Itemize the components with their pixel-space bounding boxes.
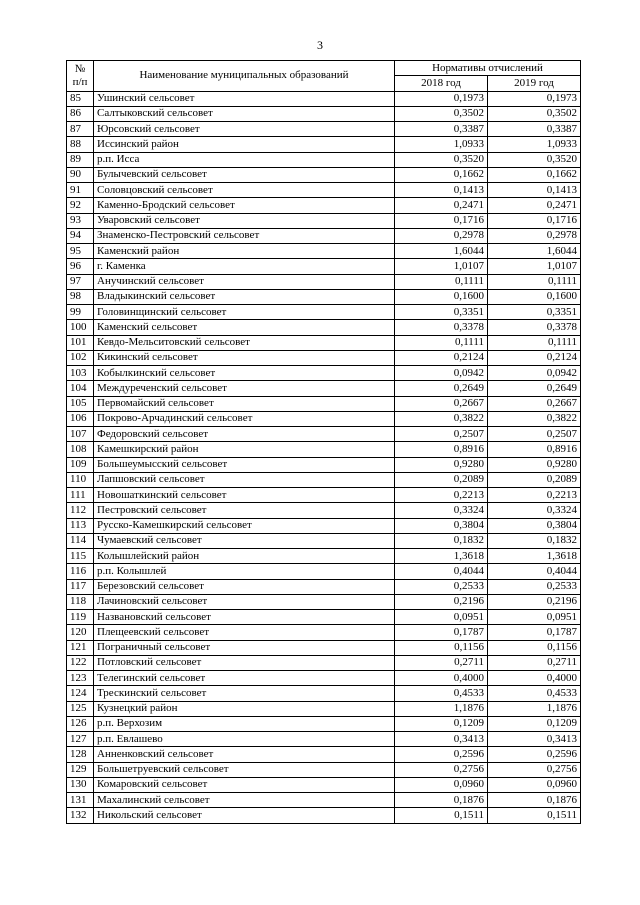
table-body — [67, 91, 581, 823]
value-2019-cell: 0,2471 — [488, 198, 581, 213]
value-2019-cell: 0,3378 — [488, 320, 581, 335]
value-2018-cell: 0,2089 — [395, 472, 488, 487]
row-number-cell: 110 — [67, 472, 94, 487]
value-2019-cell: 0,1209 — [488, 716, 581, 731]
value-2018-cell: 0,2596 — [395, 747, 488, 762]
table-row — [67, 305, 581, 320]
value-2019-cell: 0,1111 — [488, 274, 581, 289]
row-number-cell: 125 — [67, 701, 94, 716]
value-2019-cell: 0,2533 — [488, 579, 581, 594]
municipality-name-cell: Пестровский сельсовет — [94, 503, 395, 518]
value-2019-cell: 1,1876 — [488, 701, 581, 716]
row-number-cell: 88 — [67, 137, 94, 152]
table-row — [67, 274, 581, 289]
table-row — [67, 793, 581, 808]
value-2018-cell: 0,1662 — [395, 167, 488, 182]
value-2018-cell: 1,0933 — [395, 137, 488, 152]
value-2019-cell: 0,1111 — [488, 335, 581, 350]
table-row — [67, 350, 581, 365]
row-number-cell: 128 — [67, 747, 94, 762]
row-number-cell: 118 — [67, 594, 94, 609]
table-row — [67, 808, 581, 823]
table-row — [67, 396, 581, 411]
table-row — [67, 564, 581, 579]
row-number-cell: 89 — [67, 152, 94, 167]
value-2018-cell: 0,2196 — [395, 594, 488, 609]
row-number-cell: 129 — [67, 762, 94, 777]
table-row — [67, 579, 581, 594]
row-number-cell: 99 — [67, 305, 94, 320]
row-number-cell: 111 — [67, 488, 94, 503]
row-number-cell: 106 — [67, 411, 94, 426]
municipality-name-cell: Междуреченский сельсовет — [94, 381, 395, 396]
value-2018-cell: 0,1973 — [395, 91, 488, 106]
header-number-symbol: № — [74, 62, 86, 75]
row-number-cell: 113 — [67, 518, 94, 533]
municipality-name-cell: Лапшовский сельсовет — [94, 472, 395, 487]
table-row — [67, 655, 581, 670]
municipality-name-cell: Владыкинский сельсовет — [94, 289, 395, 304]
municipality-name-cell: Названовский сельсовет — [94, 610, 395, 625]
value-2019-cell: 0,8916 — [488, 442, 581, 457]
value-2018-cell: 1,0107 — [395, 259, 488, 274]
row-number-cell: 122 — [67, 655, 94, 670]
value-2018-cell: 0,2649 — [395, 381, 488, 396]
row-number-cell: 112 — [67, 503, 94, 518]
municipality-name-cell: Телегинский сельсовет — [94, 671, 395, 686]
table-row — [67, 183, 581, 198]
value-2018-cell: 0,1209 — [395, 716, 488, 731]
value-2019-cell: 0,4000 — [488, 671, 581, 686]
table-row — [67, 549, 581, 564]
value-2018-cell: 0,2667 — [395, 396, 488, 411]
row-number-cell: 127 — [67, 732, 94, 747]
table-row — [67, 777, 581, 792]
table-row — [67, 213, 581, 228]
table-row — [67, 518, 581, 533]
row-number-cell: 97 — [67, 274, 94, 289]
municipality-name-cell: р.п. Верхозим — [94, 716, 395, 731]
table-row — [67, 732, 581, 747]
value-2019-cell: 0,3413 — [488, 732, 581, 747]
value-2019-cell: 0,3822 — [488, 411, 581, 426]
municipality-name-cell: Новошаткинский сельсовет — [94, 488, 395, 503]
municipality-name-cell: г. Каменка — [94, 259, 395, 274]
row-number-cell: 120 — [67, 625, 94, 640]
value-2019-cell: 0,0960 — [488, 777, 581, 792]
municipality-name-cell: Русско-Камешкирский сельсовет — [94, 518, 395, 533]
table-row — [67, 762, 581, 777]
row-number-cell: 114 — [67, 533, 94, 548]
table-row — [67, 488, 581, 503]
municipality-name-cell: Салтыковский сельсовет — [94, 106, 395, 121]
value-2018-cell: 0,1832 — [395, 533, 488, 548]
table-row — [67, 198, 581, 213]
table-row — [67, 335, 581, 350]
municipality-name-cell: Никольский сельсовет — [94, 808, 395, 823]
value-2019-cell: 0,3502 — [488, 106, 581, 121]
row-number-cell: 100 — [67, 320, 94, 335]
header-name: Наименование муниципальных образований — [94, 61, 395, 92]
value-2019-cell: 0,3351 — [488, 305, 581, 320]
table-row — [67, 747, 581, 762]
municipality-name-cell: Каменский сельсовет — [94, 320, 395, 335]
table-row — [67, 320, 581, 335]
value-2018-cell: 0,3822 — [395, 411, 488, 426]
municipality-name-cell: Колышлейский район — [94, 549, 395, 564]
value-2019-cell: 0,2124 — [488, 350, 581, 365]
row-number-cell: 104 — [67, 381, 94, 396]
value-2018-cell: 0,2978 — [395, 228, 488, 243]
value-2018-cell: 0,3324 — [395, 503, 488, 518]
table-row — [67, 137, 581, 152]
value-2019-cell: 0,4533 — [488, 686, 581, 701]
value-2019-cell: 0,1876 — [488, 793, 581, 808]
table-row — [67, 411, 581, 426]
table-row — [67, 244, 581, 259]
municipality-name-cell: Соловцовский сельсовет — [94, 183, 395, 198]
value-2018-cell: 0,1111 — [395, 274, 488, 289]
value-2019-cell: 1,3618 — [488, 549, 581, 564]
value-2018-cell: 0,2507 — [395, 427, 488, 442]
value-2018-cell: 0,1413 — [395, 183, 488, 198]
municipality-name-cell: Уваровский сельсовет — [94, 213, 395, 228]
row-number-cell: 115 — [67, 549, 94, 564]
municipality-name-cell: Плещеевский сельсовет — [94, 625, 395, 640]
page-number: 3 — [317, 38, 323, 52]
table-row — [67, 152, 581, 167]
table-row — [67, 122, 581, 137]
row-number-cell: 117 — [67, 579, 94, 594]
table-row — [67, 91, 581, 106]
municipality-name-cell: Кобылкинский сельсовет — [94, 366, 395, 381]
municipality-name-cell: Знаменско-Пестровский сельсовет — [94, 228, 395, 243]
municipality-name-cell: Анучинский сельсовет — [94, 274, 395, 289]
value-2018-cell: 0,8916 — [395, 442, 488, 457]
table-row — [67, 610, 581, 625]
row-number-cell: 119 — [67, 610, 94, 625]
value-2019-cell: 0,1600 — [488, 289, 581, 304]
table-row — [67, 503, 581, 518]
value-2018-cell: 0,3804 — [395, 518, 488, 533]
municipality-name-cell: Булычевский сельсовет — [94, 167, 395, 182]
value-2019-cell: 0,3804 — [488, 518, 581, 533]
municipality-name-cell: Камешкирский район — [94, 442, 395, 457]
municipality-name-cell: Лачиновский сельсовет — [94, 594, 395, 609]
table-row — [67, 427, 581, 442]
row-number-cell: 87 — [67, 122, 94, 137]
row-number-cell: 130 — [67, 777, 94, 792]
table-row — [67, 457, 581, 472]
value-2018-cell: 0,3502 — [395, 106, 488, 121]
value-2019-cell: 0,1156 — [488, 640, 581, 655]
municipality-name-cell: р.п. Колышлей — [94, 564, 395, 579]
municipality-name-cell: Анненковский сельсовет — [94, 747, 395, 762]
value-2019-cell: 1,0933 — [488, 137, 581, 152]
municipality-name-cell: Большеумысский сельсовет — [94, 457, 395, 472]
table-row — [67, 716, 581, 731]
row-number-cell: 103 — [67, 366, 94, 381]
row-number-cell: 93 — [67, 213, 94, 228]
municipality-name-cell: Комаровский сельсовет — [94, 777, 395, 792]
header-norms-group: Нормативы отчислений — [395, 61, 581, 76]
value-2018-cell: 0,1111 — [395, 335, 488, 350]
row-number-cell: 102 — [67, 350, 94, 365]
municipality-name-cell: Большетруевский сельсовет — [94, 762, 395, 777]
table-header — [67, 61, 581, 92]
row-number-cell: 94 — [67, 228, 94, 243]
value-2019-cell: 0,3520 — [488, 152, 581, 167]
table-row — [67, 625, 581, 640]
value-2019-cell: 0,1662 — [488, 167, 581, 182]
value-2019-cell: 0,1973 — [488, 91, 581, 106]
municipality-name-cell: Юрсовский сельсовет — [94, 122, 395, 137]
header-number-pp: п/п — [72, 75, 88, 88]
municipality-name-cell: Иссинский район — [94, 137, 395, 152]
value-2018-cell: 1,3618 — [395, 549, 488, 564]
value-2018-cell: 0,4000 — [395, 671, 488, 686]
table-row — [67, 167, 581, 182]
row-number-cell: 86 — [67, 106, 94, 121]
table-row — [67, 259, 581, 274]
row-number-cell: 85 — [67, 91, 94, 106]
header-year-2019: 2019 год — [488, 76, 581, 91]
value-2018-cell: 0,3413 — [395, 732, 488, 747]
value-2019-cell: 0,2711 — [488, 655, 581, 670]
table-row — [67, 671, 581, 686]
value-2018-cell: 0,3520 — [395, 152, 488, 167]
value-2019-cell: 0,2667 — [488, 396, 581, 411]
municipality-name-cell: Каменский район — [94, 244, 395, 259]
municipality-name-cell: Трескинский сельсовет — [94, 686, 395, 701]
row-number-cell: 101 — [67, 335, 94, 350]
value-2019-cell: 0,2507 — [488, 427, 581, 442]
table-row — [67, 533, 581, 548]
table-row — [67, 289, 581, 304]
value-2018-cell: 0,3387 — [395, 122, 488, 137]
value-2018-cell: 0,1716 — [395, 213, 488, 228]
row-number-cell: 90 — [67, 167, 94, 182]
table-row — [67, 442, 581, 457]
value-2018-cell: 0,1511 — [395, 808, 488, 823]
value-2018-cell: 0,0960 — [395, 777, 488, 792]
row-number-cell: 121 — [67, 640, 94, 655]
value-2019-cell: 0,2089 — [488, 472, 581, 487]
municipality-name-cell: Федоровский сельсовет — [94, 427, 395, 442]
municipality-name-cell: Чумаевский сельсовет — [94, 533, 395, 548]
municipality-name-cell: р.п. Евлашево — [94, 732, 395, 747]
value-2018-cell: 0,1876 — [395, 793, 488, 808]
value-2019-cell: 0,0951 — [488, 610, 581, 625]
table-row — [67, 686, 581, 701]
value-2019-cell: 0,2196 — [488, 594, 581, 609]
value-2018-cell: 0,2213 — [395, 488, 488, 503]
value-2018-cell: 0,2711 — [395, 655, 488, 670]
table-row — [67, 701, 581, 716]
municipality-name-cell: Потловский сельсовет — [94, 655, 395, 670]
municipality-name-cell: Пограничный сельсовет — [94, 640, 395, 655]
value-2019-cell: 0,1413 — [488, 183, 581, 198]
table-row — [67, 381, 581, 396]
municipality-name-cell: Кузнецкий район — [94, 701, 395, 716]
municipality-name-cell: Покрово-Арчадинский сельсовет — [94, 411, 395, 426]
municipality-name-cell: Ушинский сельсовет — [94, 91, 395, 106]
value-2018-cell: 0,1156 — [395, 640, 488, 655]
row-number-cell: 92 — [67, 198, 94, 213]
row-number-cell: 123 — [67, 671, 94, 686]
row-number-cell: 124 — [67, 686, 94, 701]
municipality-name-cell: Головинщинский сельсовет — [94, 305, 395, 320]
row-number-cell: 107 — [67, 427, 94, 442]
row-number-cell: 96 — [67, 259, 94, 274]
value-2019-cell: 0,2213 — [488, 488, 581, 503]
municipality-name-cell: Кевдо-Мельситовский сельсовет — [94, 335, 395, 350]
value-2019-cell: 1,0107 — [488, 259, 581, 274]
value-2018-cell: 0,1600 — [395, 289, 488, 304]
value-2019-cell: 0,2649 — [488, 381, 581, 396]
value-2018-cell: 0,4044 — [395, 564, 488, 579]
value-2018-cell: 0,2756 — [395, 762, 488, 777]
value-2018-cell: 0,2533 — [395, 579, 488, 594]
value-2018-cell: 0,1787 — [395, 625, 488, 640]
table-row — [67, 228, 581, 243]
value-2019-cell: 0,9280 — [488, 457, 581, 472]
value-2019-cell: 0,3324 — [488, 503, 581, 518]
table-row — [67, 366, 581, 381]
municipality-name-cell: Первомайский сельсовет — [94, 396, 395, 411]
table-row — [67, 640, 581, 655]
norms-table — [66, 60, 581, 824]
value-2018-cell: 0,0942 — [395, 366, 488, 381]
value-2019-cell: 0,0942 — [488, 366, 581, 381]
value-2018-cell: 0,2124 — [395, 350, 488, 365]
table-row — [67, 594, 581, 609]
row-number-cell: 131 — [67, 793, 94, 808]
value-2019-cell: 1,6044 — [488, 244, 581, 259]
value-2019-cell: 0,3387 — [488, 122, 581, 137]
row-number-cell: 98 — [67, 289, 94, 304]
value-2018-cell: 0,0951 — [395, 610, 488, 625]
row-number-cell: 116 — [67, 564, 94, 579]
value-2018-cell: 0,4533 — [395, 686, 488, 701]
header-year-2018: 2018 год — [395, 76, 488, 91]
header-number — [67, 61, 94, 92]
value-2019-cell: 0,2978 — [488, 228, 581, 243]
value-2019-cell: 0,1832 — [488, 533, 581, 548]
value-2018-cell: 0,2471 — [395, 198, 488, 213]
value-2019-cell: 0,1511 — [488, 808, 581, 823]
value-2018-cell: 0,3351 — [395, 305, 488, 320]
value-2019-cell: 0,4044 — [488, 564, 581, 579]
row-number-cell: 95 — [67, 244, 94, 259]
table-row — [67, 472, 581, 487]
row-number-cell: 132 — [67, 808, 94, 823]
municipality-name-cell: Махалинский сельсовет — [94, 793, 395, 808]
value-2019-cell: 0,2596 — [488, 747, 581, 762]
value-2019-cell: 0,1787 — [488, 625, 581, 640]
row-number-cell: 108 — [67, 442, 94, 457]
value-2018-cell: 0,3378 — [395, 320, 488, 335]
table-row — [67, 106, 581, 121]
row-number-cell: 105 — [67, 396, 94, 411]
row-number-cell: 126 — [67, 716, 94, 731]
value-2019-cell: 0,1716 — [488, 213, 581, 228]
municipality-name-cell: р.п. Исса — [94, 152, 395, 167]
value-2018-cell: 0,9280 — [395, 457, 488, 472]
value-2018-cell: 1,1876 — [395, 701, 488, 716]
row-number-cell: 91 — [67, 183, 94, 198]
value-2018-cell: 1,6044 — [395, 244, 488, 259]
municipality-name-cell: Березовский сельсовет — [94, 579, 395, 594]
municipality-name-cell: Кикинский сельсовет — [94, 350, 395, 365]
row-number-cell: 109 — [67, 457, 94, 472]
value-2019-cell: 0,2756 — [488, 762, 581, 777]
municipality-name-cell: Каменно-Бродский сельсовет — [94, 198, 395, 213]
